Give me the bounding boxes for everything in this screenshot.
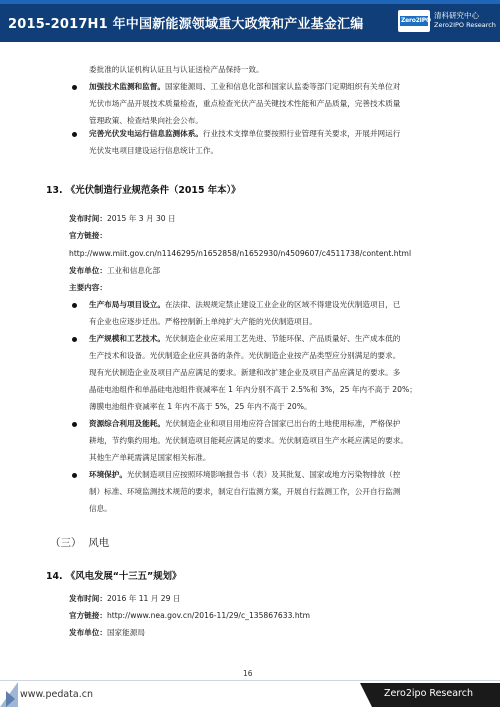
bullet-line: 光伏发电项目建设运行信息统计工作。 <box>89 146 219 155</box>
item13-unit <box>69 265 160 276</box>
bullet-lead: 加强技术监测和监督。 <box>89 82 165 91</box>
bullet-line: 管理政策、检查结果向社会公布。 <box>89 116 203 125</box>
bullet-line: 光伏制造企业和项目用地应符合国家已出台的土地使用标准，严格保护 <box>164 419 401 428</box>
link-label: 官方链接： <box>69 611 107 620</box>
bullet-line: 光伏制造企业应采用工艺先进、节能环保、产品质量好、生产成本低的 <box>164 334 401 343</box>
org-name-cn: 清科研究中心 <box>434 11 479 20</box>
logo-text: Zero2IPO <box>401 17 431 24</box>
bullet-line: 制）标准、环境监测技术规范的要求，制定自行监测方案，开展自行监测工作，公开自行监测 <box>89 487 401 496</box>
bullet-line: 信息。 <box>89 504 112 513</box>
continuation-line: 委批准的认证机构认证且与认证送检产品保持一致。 <box>89 65 264 74</box>
bullet-line: 薄膜电池组件衰减率在 1 年内不高于 5%，25 年内不高于 20%。 <box>89 402 312 411</box>
unit-value: 工业和信息化部 <box>106 266 161 275</box>
bullet-text <box>89 469 400 480</box>
release-label: 发布时间： <box>69 594 107 603</box>
bullet-text <box>89 128 400 139</box>
header-title: 2015-2017H1 年中国新能源领域重大政策和产业基金汇编 <box>8 17 364 32</box>
release-value: 2016 年 11 月 29 日 <box>106 594 181 603</box>
bullet-lead: 环境保护。 <box>89 470 127 479</box>
header-stripe <box>0 0 500 4</box>
unit-label: 发布单位： <box>69 628 107 637</box>
bullet-lead: 生产规模和工艺技术。 <box>89 334 165 343</box>
bullet-lead: 完善光伏发电运行信息监测体系。 <box>89 129 203 138</box>
bullet-line: 晶硅电池组件和单晶硅电池组件衰减率在 1 年内分别不高于 2.5%和 3%，25 年内不高于 20%； <box>89 385 417 394</box>
footer-brand: Zero2ipo Research <box>384 688 473 699</box>
footer-url[interactable]: www.pedata.cn <box>20 689 93 700</box>
unit-label: 发布单位： <box>69 266 107 275</box>
bullet-text <box>89 333 400 344</box>
bullet-dot <box>72 132 77 137</box>
bullet-line: 行业技术支撑单位要按照行业管理有关要求，开展并网运行 <box>202 129 401 138</box>
bullet-line: 国家能源局、工业和信息化部和国家认监委等部门定期组织有关单位对 <box>164 82 401 91</box>
bullet-lead: 生产布局与项目设立。 <box>89 300 165 309</box>
bullet-dot <box>72 422 77 427</box>
footer-divider <box>0 680 500 681</box>
bullet-dot <box>72 337 77 342</box>
bullet-line: 现有光伏制造企业及项目产品应满足的要求。新建和改扩建企业及项目产品应满足的要求。多 <box>89 368 401 377</box>
release-label: 发布时间： <box>69 214 107 223</box>
section-title: 风电 <box>88 537 110 549</box>
bullet-line: 有企业也应逐步迁出。严格控制新上单纯扩大产能的光伏制造项目。 <box>89 317 317 326</box>
bullet-line: 生产技术和设备。光伏制造企业应具备的条件。光伏制造企业按产品类型应分别满足的要求。 <box>89 351 401 360</box>
bullet-text <box>89 299 400 310</box>
item13-link-label: 官方链接： <box>69 231 107 240</box>
bullet-line: 其他生产单耗需满足国家相关标准。 <box>89 453 211 462</box>
bullet-dot <box>72 473 77 478</box>
item13-link-url[interactable]: http://www.miit.gov.cn/n1146295/n1652858/n1652930/n4509607/c4511738/content.html <box>69 249 412 258</box>
bullet-line: 光伏市场产品开展技术质量检查，重点检查光伏产品关键技术性能和产品质量，完善技术质量 <box>89 99 401 108</box>
org-name-en: Zero2IPO Research <box>434 21 496 29</box>
release-value: 2015 年 3 月 30 日 <box>106 214 176 223</box>
org-name <box>434 11 496 30</box>
footer-arrow <box>6 691 15 707</box>
bullet-line: 光伏制造项目应按照环境影响报告书（表）及其批复、国家或地方污染物排放（控 <box>126 470 401 479</box>
section-num: （三） <box>50 537 82 549</box>
bullet-line: 在法律、法规规定禁止建设工业企业的区域不得建设光伏制造项目，已 <box>164 300 401 309</box>
item14-unit <box>69 627 145 638</box>
page-header <box>0 0 500 42</box>
zero2ipo-logo <box>398 10 430 32</box>
bullet-lead: 资源综合利用及能耗。 <box>89 419 165 428</box>
bullet-dot <box>72 303 77 308</box>
bullet-text <box>89 81 400 92</box>
item13-main-label: 主要内容： <box>69 283 107 292</box>
page-number: 16 <box>243 669 253 678</box>
item13-heading: 13. 《光伏制造行业规范条件（2015 年本）》 <box>46 185 241 196</box>
bullet-text <box>89 418 400 429</box>
item13-release <box>69 213 176 224</box>
item14-release <box>69 593 180 604</box>
link-url[interactable]: http://www.nea.gov.cn/2016-11/29/c_135867633.htm <box>106 611 311 620</box>
unit-value: 国家能源局 <box>106 628 145 637</box>
bullet-line: 耕地，节约集约用地。光伏制造项目能耗应满足的要求。光伏制造项目生产水耗应满足的要求。 <box>89 436 408 445</box>
item14-heading: 14. 《风电发展“十三五”规划》 <box>46 571 182 582</box>
section-heading <box>50 535 109 550</box>
item14-link <box>69 610 310 621</box>
bullet-dot <box>72 85 77 90</box>
